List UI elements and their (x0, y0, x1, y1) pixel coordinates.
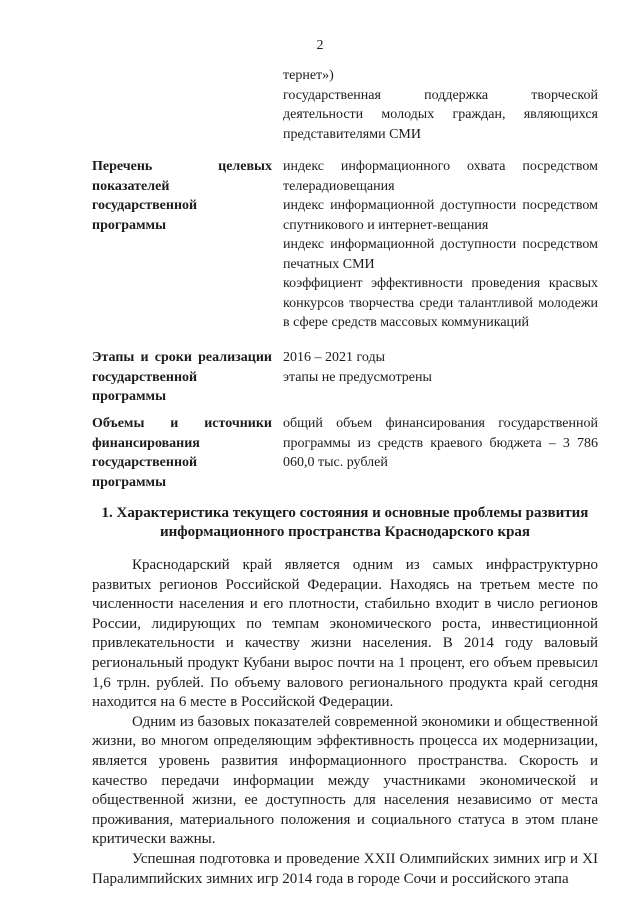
indicator-item: индекс информационной доступности посредством спутникового и интернет-вещания (283, 198, 598, 233)
funding-item: общий объем финансирования государственной программы из средств краевого бюджета – 3 786 060,0 тыс. рублей (283, 416, 598, 470)
continuation-item: государственная поддержка творческой деятельности молодых граждан, являющихся представителями СМИ (283, 87, 598, 142)
stages-label: Этапы и сроки реализации государственной программы (92, 350, 272, 404)
stages-item: 2016 – 2021 годы (283, 350, 386, 365)
indicator-item: индекс информационного охвата посредством телерадиовещания (283, 159, 598, 194)
section-body (92, 556, 598, 889)
body-paragraph: Краснодарский край является одним из самых инфраструктурно развитых регионов Российской Федерации. Находясь на третьем месте по численности населения и его плотности, стабильно входит в число регионов России, лидирующих по темпам экономического роста, инвестиционной привлекательности и качеству жизни населения. В 2014 году валовый региональный продукт Кубани вырос почти на 1 процент, его объем превысил 1,6 трлн. рублей. По объему валового регионального продукта край сегодня находится на 6 месте в Российской Федерации. (92, 557, 598, 711)
section-heading: 1. Характеристика текущего состояния и основные проблемы развития информационного пространства Краснодарского края (101, 505, 589, 540)
indicator-item: коэффициент эффективности проведения красвых конкурсов творчества среди талантливой молодежи в сфере средств массовых коммуникаций (283, 276, 598, 330)
body-paragraph: Одним из базовых показателей современной экономики и общественной жизни, во многом определяющим эффективность процесса их модернизации, является уровень развития информационного пространства. Скорость и качество передачи информации между участниками экономической и общественной жизни, ее доступность для населения независимо от места проживания, материального положения и социального статуса в этом плане критически важны. (92, 713, 598, 848)
indicators-value (283, 157, 598, 333)
funding-label: Объемы и источники финансирования государственной программы (92, 416, 272, 490)
body-paragraph: Успешная подготовка и проведение XXII Олимпийских зимних игр и XI Паралимпийских зимних игр 2014 года в городе Сочи и российского этапа (92, 850, 598, 887)
indicators-label: Перечень целевых показателей государственной программы (92, 159, 272, 233)
page-number: 2 (316, 38, 324, 53)
continuation-value (283, 66, 598, 144)
funding-value (283, 414, 598, 473)
indicator-item: индекс информационной доступности посредством печатных СМИ (283, 237, 598, 272)
stages-item: этапы не предусмотрены (283, 369, 432, 385)
stages-value (283, 348, 598, 387)
continuation-item: тернет») (283, 68, 334, 83)
